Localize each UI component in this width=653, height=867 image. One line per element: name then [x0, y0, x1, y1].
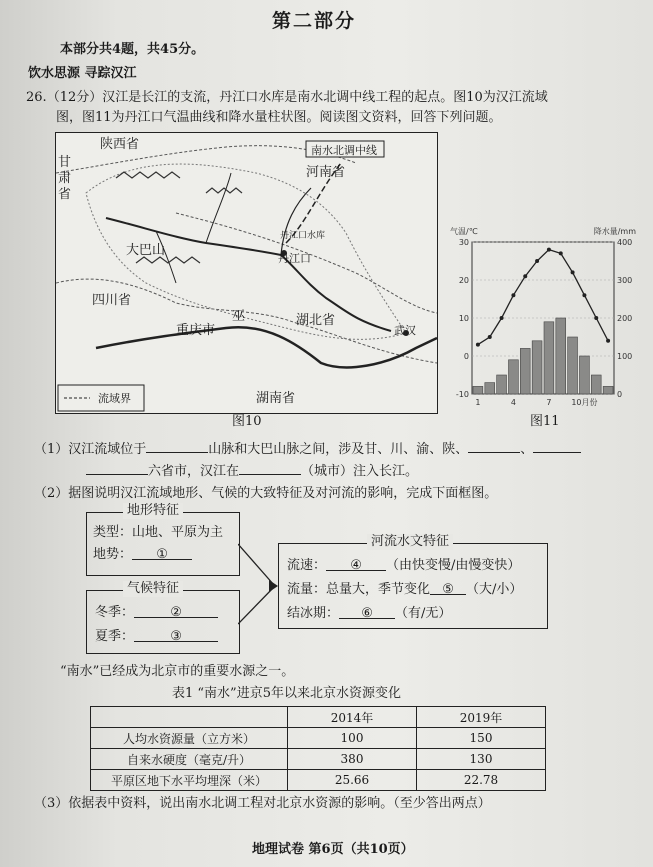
map-drawing [56, 133, 437, 413]
question-1-line1 [34, 440, 581, 458]
precip-bar [473, 386, 483, 394]
table-caption: 表1 “南水”进京5年以来北京水资源变化 [172, 686, 401, 701]
table-cell: 100 [288, 728, 417, 749]
temperature-point [547, 248, 551, 252]
summer-row [95, 629, 218, 645]
summer-blank[interactable] [134, 629, 218, 642]
precip-bar [520, 348, 530, 394]
table-cell: 130 [417, 749, 546, 770]
question-1-line2 [86, 462, 418, 480]
speed-options: （由快变慢/由慢变快） [386, 558, 521, 573]
blank-number-3: ③ [170, 629, 182, 644]
label-henan: 河南省 [306, 165, 346, 180]
temperature-point [511, 293, 515, 297]
label-hubei: 湖北省 [296, 313, 336, 328]
water-resources-table [90, 706, 546, 791]
climate-chart-svg [448, 222, 638, 414]
table-cell: 25.66 [288, 770, 417, 791]
table-row [91, 770, 546, 791]
label-wu: 巫 [232, 309, 246, 324]
label-danjiangkou: 丹江口 [278, 252, 311, 265]
blank-number-5: ⑤ [442, 582, 454, 597]
blank-number-2: ② [170, 605, 182, 620]
label-wuhan: 武汉 [394, 324, 416, 337]
arrows [238, 540, 280, 630]
y-right-tick: 400 [617, 238, 633, 247]
ice-blank[interactable] [339, 606, 395, 619]
x-tick: 7 [546, 398, 552, 407]
precip-bar [556, 318, 566, 394]
q1-text-d: 六省市，汉江在 [148, 464, 240, 479]
q1-blank-province2[interactable] [533, 440, 581, 453]
label-hunan: 湖南省 [256, 391, 296, 406]
y-right-tick: 300 [617, 276, 633, 285]
winter-label: 冬季： [95, 605, 135, 620]
precip-bar [497, 375, 507, 394]
precip-bar [591, 375, 601, 394]
temperature-point [488, 335, 492, 339]
terrain-box [86, 503, 240, 576]
y-right-tick: 0 [617, 390, 623, 399]
figure-11-caption: 图11 [530, 414, 560, 429]
temperature-point [606, 339, 610, 343]
x-tick: 4 [510, 398, 516, 407]
page-footer: 地理试卷 第6页（共10页） [252, 842, 414, 857]
label-shaanxi: 陕西省 [100, 137, 140, 152]
question-26-line2: 图，图11为丹江口气温曲线和降水量柱状图。阅读图文资料，回答下列问题。 [56, 110, 502, 125]
y-left-tick: 20 [458, 276, 469, 285]
climate-title: 气候特征 [123, 581, 183, 597]
speed-label: 流速： [287, 558, 327, 573]
speed-row [287, 558, 520, 574]
x-tick: 1 [475, 398, 481, 407]
y-right-tick: 200 [617, 314, 633, 323]
q1-text-b: 山脉和大巴山脉之间，涉及甘、川、渝、陕、 [208, 442, 469, 457]
table-row [91, 728, 546, 749]
table-header-cell [91, 707, 288, 728]
blank-number-6: ⑥ [361, 606, 373, 621]
terrain-slope [93, 547, 192, 563]
terrain-type: 类型：山地、平原为主 [93, 525, 224, 540]
y-right-tick: 100 [617, 352, 633, 361]
precip-bar [509, 360, 519, 394]
table-header-row [91, 707, 546, 728]
q1-blank-mountain[interactable] [146, 440, 208, 453]
blank-number-4: ④ [350, 558, 362, 573]
precip-bar [603, 386, 613, 394]
y-left-tick: 0 [463, 352, 469, 361]
temperature-line [478, 250, 608, 345]
temperature-point [582, 293, 586, 297]
speed-blank[interactable] [326, 558, 386, 571]
section-intro: 本部分共4题，共45分。 [60, 42, 205, 57]
blank-number-1: ① [156, 547, 168, 562]
flow-blank[interactable] [430, 582, 466, 595]
table-cell: 22.78 [417, 770, 546, 791]
q1-text-c: 、 [520, 442, 534, 457]
climate-chart [448, 222, 638, 414]
temperature-point [535, 259, 539, 263]
ice-label: 结冰期： [287, 606, 340, 621]
terrain-slope-label: 地势： [93, 547, 133, 562]
section-heading: 饮水思源 寻踪汉江 [28, 66, 137, 81]
table-cell: 人均水资源量（立方米） [91, 728, 288, 749]
ice-options: （有/无） [395, 606, 452, 621]
label-sichuan: 四川省 [92, 293, 132, 308]
question-text: 汉江是长江的支流，丹江口水库是南水北调中线工程的起点。图10为汉江流域 [102, 90, 548, 105]
x-tick: 10月份 [571, 398, 598, 407]
climate-box [86, 581, 240, 654]
question-2-text: （2）据图说明汉江流域地形、气候的大致特征及对河流的影响，完成下面框图。 [34, 486, 498, 501]
precip-bar [580, 356, 590, 394]
y-left-tick: 10 [458, 314, 469, 323]
y-left-tick: 30 [458, 238, 469, 247]
temperature-point [559, 251, 563, 255]
q1-blank-province1[interactable] [468, 440, 520, 453]
q1-blank-city[interactable] [239, 462, 301, 475]
question-3-text: （3）依据表中资料，说出南水北调工程对北京水资源的影响。（至少答出两点） [34, 796, 491, 811]
label-chongqing: 重庆市 [176, 323, 216, 338]
y-left-axis-label: 气温/℃ [450, 227, 478, 236]
ice-row [287, 606, 451, 622]
q1-blank-province3[interactable] [86, 462, 148, 475]
q1-text-e: （城市）注入长江。 [301, 464, 419, 479]
flow-row [287, 582, 522, 598]
precip-bar [485, 383, 495, 394]
map-figure-10 [55, 132, 438, 414]
y-left-tick: -10 [455, 390, 469, 399]
table-cell: 150 [417, 728, 546, 749]
label-reservoir: 丹江口水库 [280, 231, 326, 241]
legend-basin-boundary: 流域界 [98, 392, 131, 405]
table-header-cell: 2014年 [288, 707, 417, 728]
question-score: （12分） [46, 90, 103, 105]
label-route: 南水北调中线 [311, 144, 377, 157]
summer-label: 夏季： [95, 629, 135, 644]
table-cell: 平原区地下水平均埋深（米） [91, 770, 288, 791]
temperature-point [500, 316, 504, 320]
q1-text-a: （1）汉江流域位于 [34, 442, 147, 457]
table-cell: 自来水硬度（毫克/升） [91, 749, 288, 770]
nanshui-text: “南水”已经成为北京市的重要水源之一。 [60, 664, 295, 679]
y-right-axis-label: 降水量/mm [593, 227, 636, 236]
temperature-point [476, 343, 480, 347]
winter-blank[interactable] [134, 605, 218, 618]
flow-options: （大/小） [466, 582, 523, 597]
precip-bar [568, 337, 578, 394]
figure-10-caption: 图10 [232, 414, 262, 429]
label-daba: 大巴山 [126, 243, 166, 258]
table-cell: 380 [288, 749, 417, 770]
temperature-point [571, 270, 575, 274]
river-box [278, 534, 548, 629]
flow-label: 流量：总量大，季节变化 [287, 582, 431, 597]
question-number: 26. [26, 90, 47, 105]
temperature-point [594, 316, 598, 320]
precip-bar [532, 341, 542, 394]
question-26-line1 [26, 90, 548, 106]
table-header-cell: 2019年 [417, 707, 546, 728]
temperature-point [523, 274, 527, 278]
label-gansu: 甘肃省 [58, 155, 72, 202]
page-title: 第二部分 [272, 10, 357, 32]
table-row [91, 749, 546, 770]
river-title: 河流水文特征 [367, 534, 453, 550]
terrain-title: 地形特征 [123, 503, 183, 519]
precip-bar [544, 322, 554, 394]
terrain-slope-blank[interactable] [132, 547, 192, 560]
winter-row [95, 605, 218, 621]
